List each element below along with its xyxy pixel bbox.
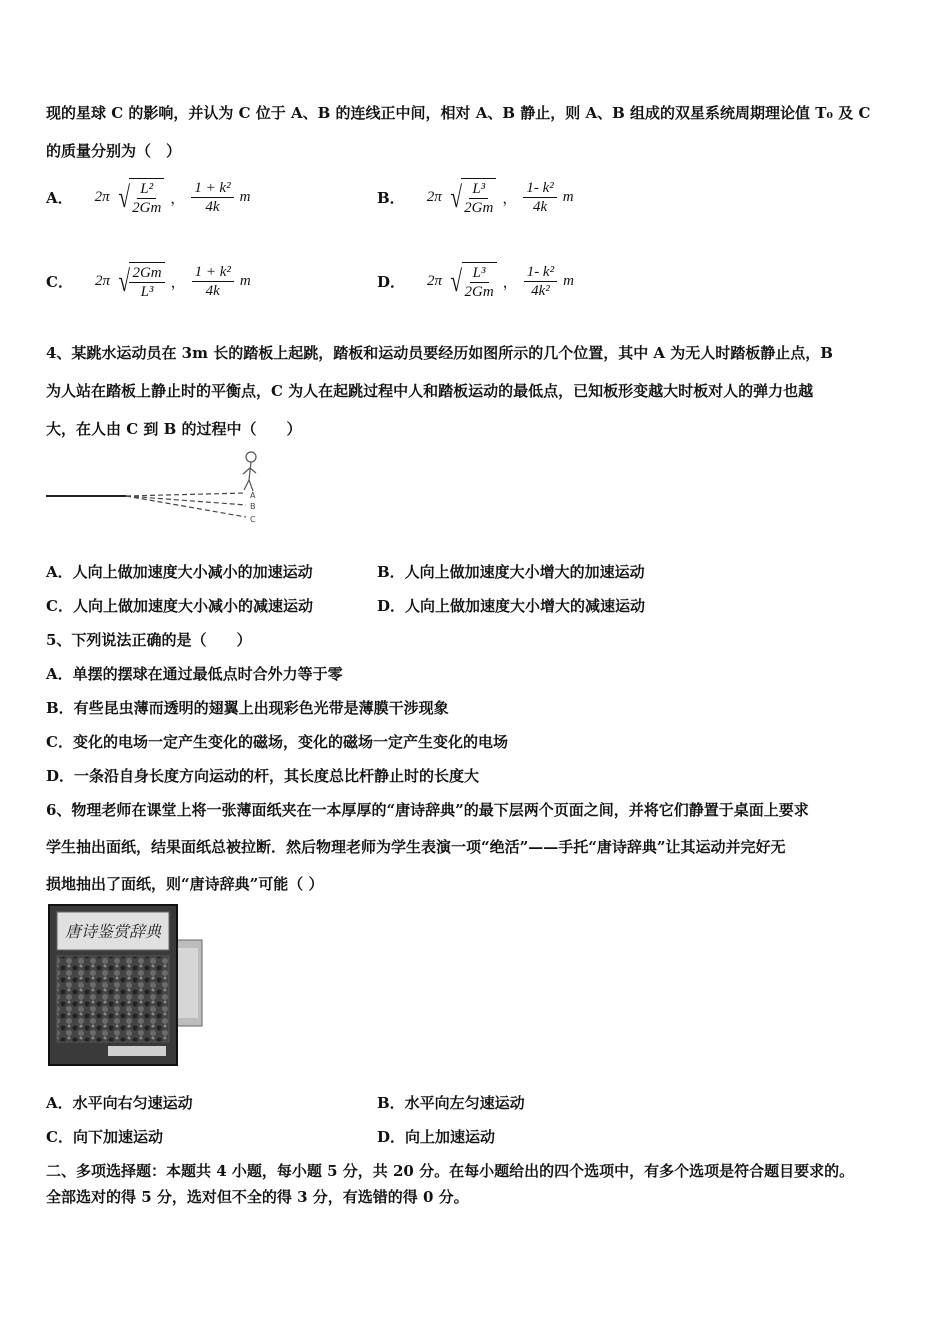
mass-symbol: m [562,189,574,205]
denominator: 2Gm [464,200,494,216]
sqrt: √ $\frac{2Gm}{\text{L³}}$ [116,262,165,301]
q4-option-c[interactable]: C．人向上做加速度大小减小的减速运动 [46,597,313,615]
mass-denominator: 4k [205,283,220,299]
denominator: 2Gm [132,200,162,216]
q6-stem-line-3: 损地抽出了面纸，则“唐诗辞典”可能（ ） [46,875,324,893]
q3-option-c[interactable]: C． 2π √ $\frac{2Gm}{\text{L³}}$ ， $\frac{\text{1 + k²}}{4k}$ m [46,264,251,300]
diver-icon [243,452,256,491]
q6-option-a[interactable]: A．水平向右匀速运动 [46,1094,193,1112]
numerator: L² [137,180,156,199]
mass-numerator: 1- k² [524,263,557,282]
mass-numerator: 1 + k² [192,263,234,282]
board-position-b [126,496,246,505]
denominator: L³ [140,284,154,300]
q6-stem-line-1: 6、物理老师在课堂上将一张薄面纸夹在一本厚厚的“唐诗辞典”的最下层两个页面之间，并将它们静置于桌面上要求 [46,801,809,819]
q3-option-a[interactable]: A． 2π √ $\frac{\text{L²}}{2Gm}$ ， $\frac{\text{1 + k²}}{4k}$ m [46,180,251,216]
book-title: 唐诗鉴赏辞典 [64,922,162,941]
board-position-c [126,496,246,517]
coefficient: 2π [427,273,443,289]
q5-stem: 5、下列说法正确的是（ ） [46,631,252,649]
section2-line-1: 二、多项选择题：本题共 4 小题，每小题 5 分，共 20 分。在每小题给出的四个选项中，有多个选项是符合题目要求的。 [46,1162,855,1180]
option-label: D． [377,273,406,291]
mass-symbol: m [239,273,251,289]
q6-option-b[interactable]: B．水平向左匀速运动 [377,1094,525,1112]
springboard-figure [46,446,266,530]
option-label: A． [46,189,73,207]
option-label: C． [46,273,73,291]
mass-symbol: m [239,189,251,205]
q4-stem-line-2: 为人站在踏板上静止时的平衡点，C 为人在起跳过程中人和踏板运动的最低点，已知板形变越大时板对人的弹力也越 [46,382,814,400]
option-label: B． [377,189,405,207]
board-position-a [126,493,246,496]
intro-line-2: 的质量分别为（ ） [46,142,182,160]
coefficient: 2π [426,189,442,205]
q6-option-c[interactable]: C．向下加速运动 [46,1128,163,1146]
section2-line-2: 全部选对的得 5 分，选对但不全的得 3 分，有选错的得 0 分。 [46,1188,469,1206]
label-a: A [250,491,256,500]
q5-option-a[interactable]: A．单摆的摆球在通过最低点时合外力等于零 [46,665,343,683]
q5-option-d[interactable]: D．一条沿自身长度方向运动的杆，其长度总比杆静止时的长度大 [46,767,480,785]
mass-numerator: 1 + k² [191,179,233,198]
dictionary-book-figure [48,904,206,1068]
sqrt: √ $\frac{\text{L³}}{2Gm}$ [448,262,497,301]
sqrt: √ $\frac{\text{L³}}{2Gm}$ [448,178,497,217]
q5-option-c[interactable]: C．变化的电场一定产生变化的磁场，变化的磁场一定产生变化的电场 [46,733,508,751]
q5-option-b[interactable]: B．有些昆虫薄而透明的翅翼上出现彩色光带是薄膜干涉现象 [46,699,449,717]
q4-stem-line-3: 大，在人由 C 到 B 的过程中（ ） [46,420,302,438]
q4-option-b[interactable]: B．人向上做加速度大小增大的加速运动 [377,563,645,581]
q4-option-d[interactable]: D．人向上做加速度大小增大的减速运动 [377,597,646,615]
numerator: L³ [470,264,489,283]
label-c: C [250,515,256,524]
mass-denominator: 4k² [531,283,550,299]
mass-denominator: 4k [205,199,220,215]
label-b: B [250,502,256,511]
q3-option-b[interactable]: B． 2π √ $\frac{\text{L³}}{2Gm}$ ， $\frac{\text{1- k²}}{4k}$ m [377,180,574,216]
q4-stem-line-1: 4、某跳水运动员在 3m 长的踏板上起跳，踏板和运动员要经历如图所示的几个位置，其中 A 为无人时踏板静止点，B [46,344,833,362]
coefficient: 2π [94,273,110,289]
cover-illustration [57,956,169,1042]
numerator: L³ [469,180,488,199]
intro-line-1: 现的星球 C 的影响，并认为 C 位于 A、B 的连线正中间，相对 A、B 静止，则 A、B 组成的双星系统周期理论值 T₀ 及 C [46,104,871,122]
mass-numerator: 1- k² [523,179,556,198]
q4-option-a[interactable]: A．人向上做加速度大小减小的加速运动 [46,563,313,581]
denominator: 2Gm [464,284,494,300]
mass-symbol: m [563,273,574,289]
numerator: 2Gm [129,264,164,283]
mass-denominator: 4k [532,199,548,215]
coefficient: 2π [94,189,110,205]
q6-stem-line-2: 学生抽出面纸，结果面纸总被拉断．然后物理老师为学生表演一项“绝活”——手托“唐诗辞典”让其运动并完好无 [46,838,786,856]
sqrt: √ $\frac{\text{L²}}{2Gm}$ [116,178,165,217]
q6-option-d[interactable]: D．向上加速运动 [377,1128,496,1146]
q3-option-d[interactable]: D． 2π √ $\frac{\text{L³}}{2Gm}$ ， $\frac{\text{1- k²}}{\text{4k²}}$ m [377,264,574,300]
